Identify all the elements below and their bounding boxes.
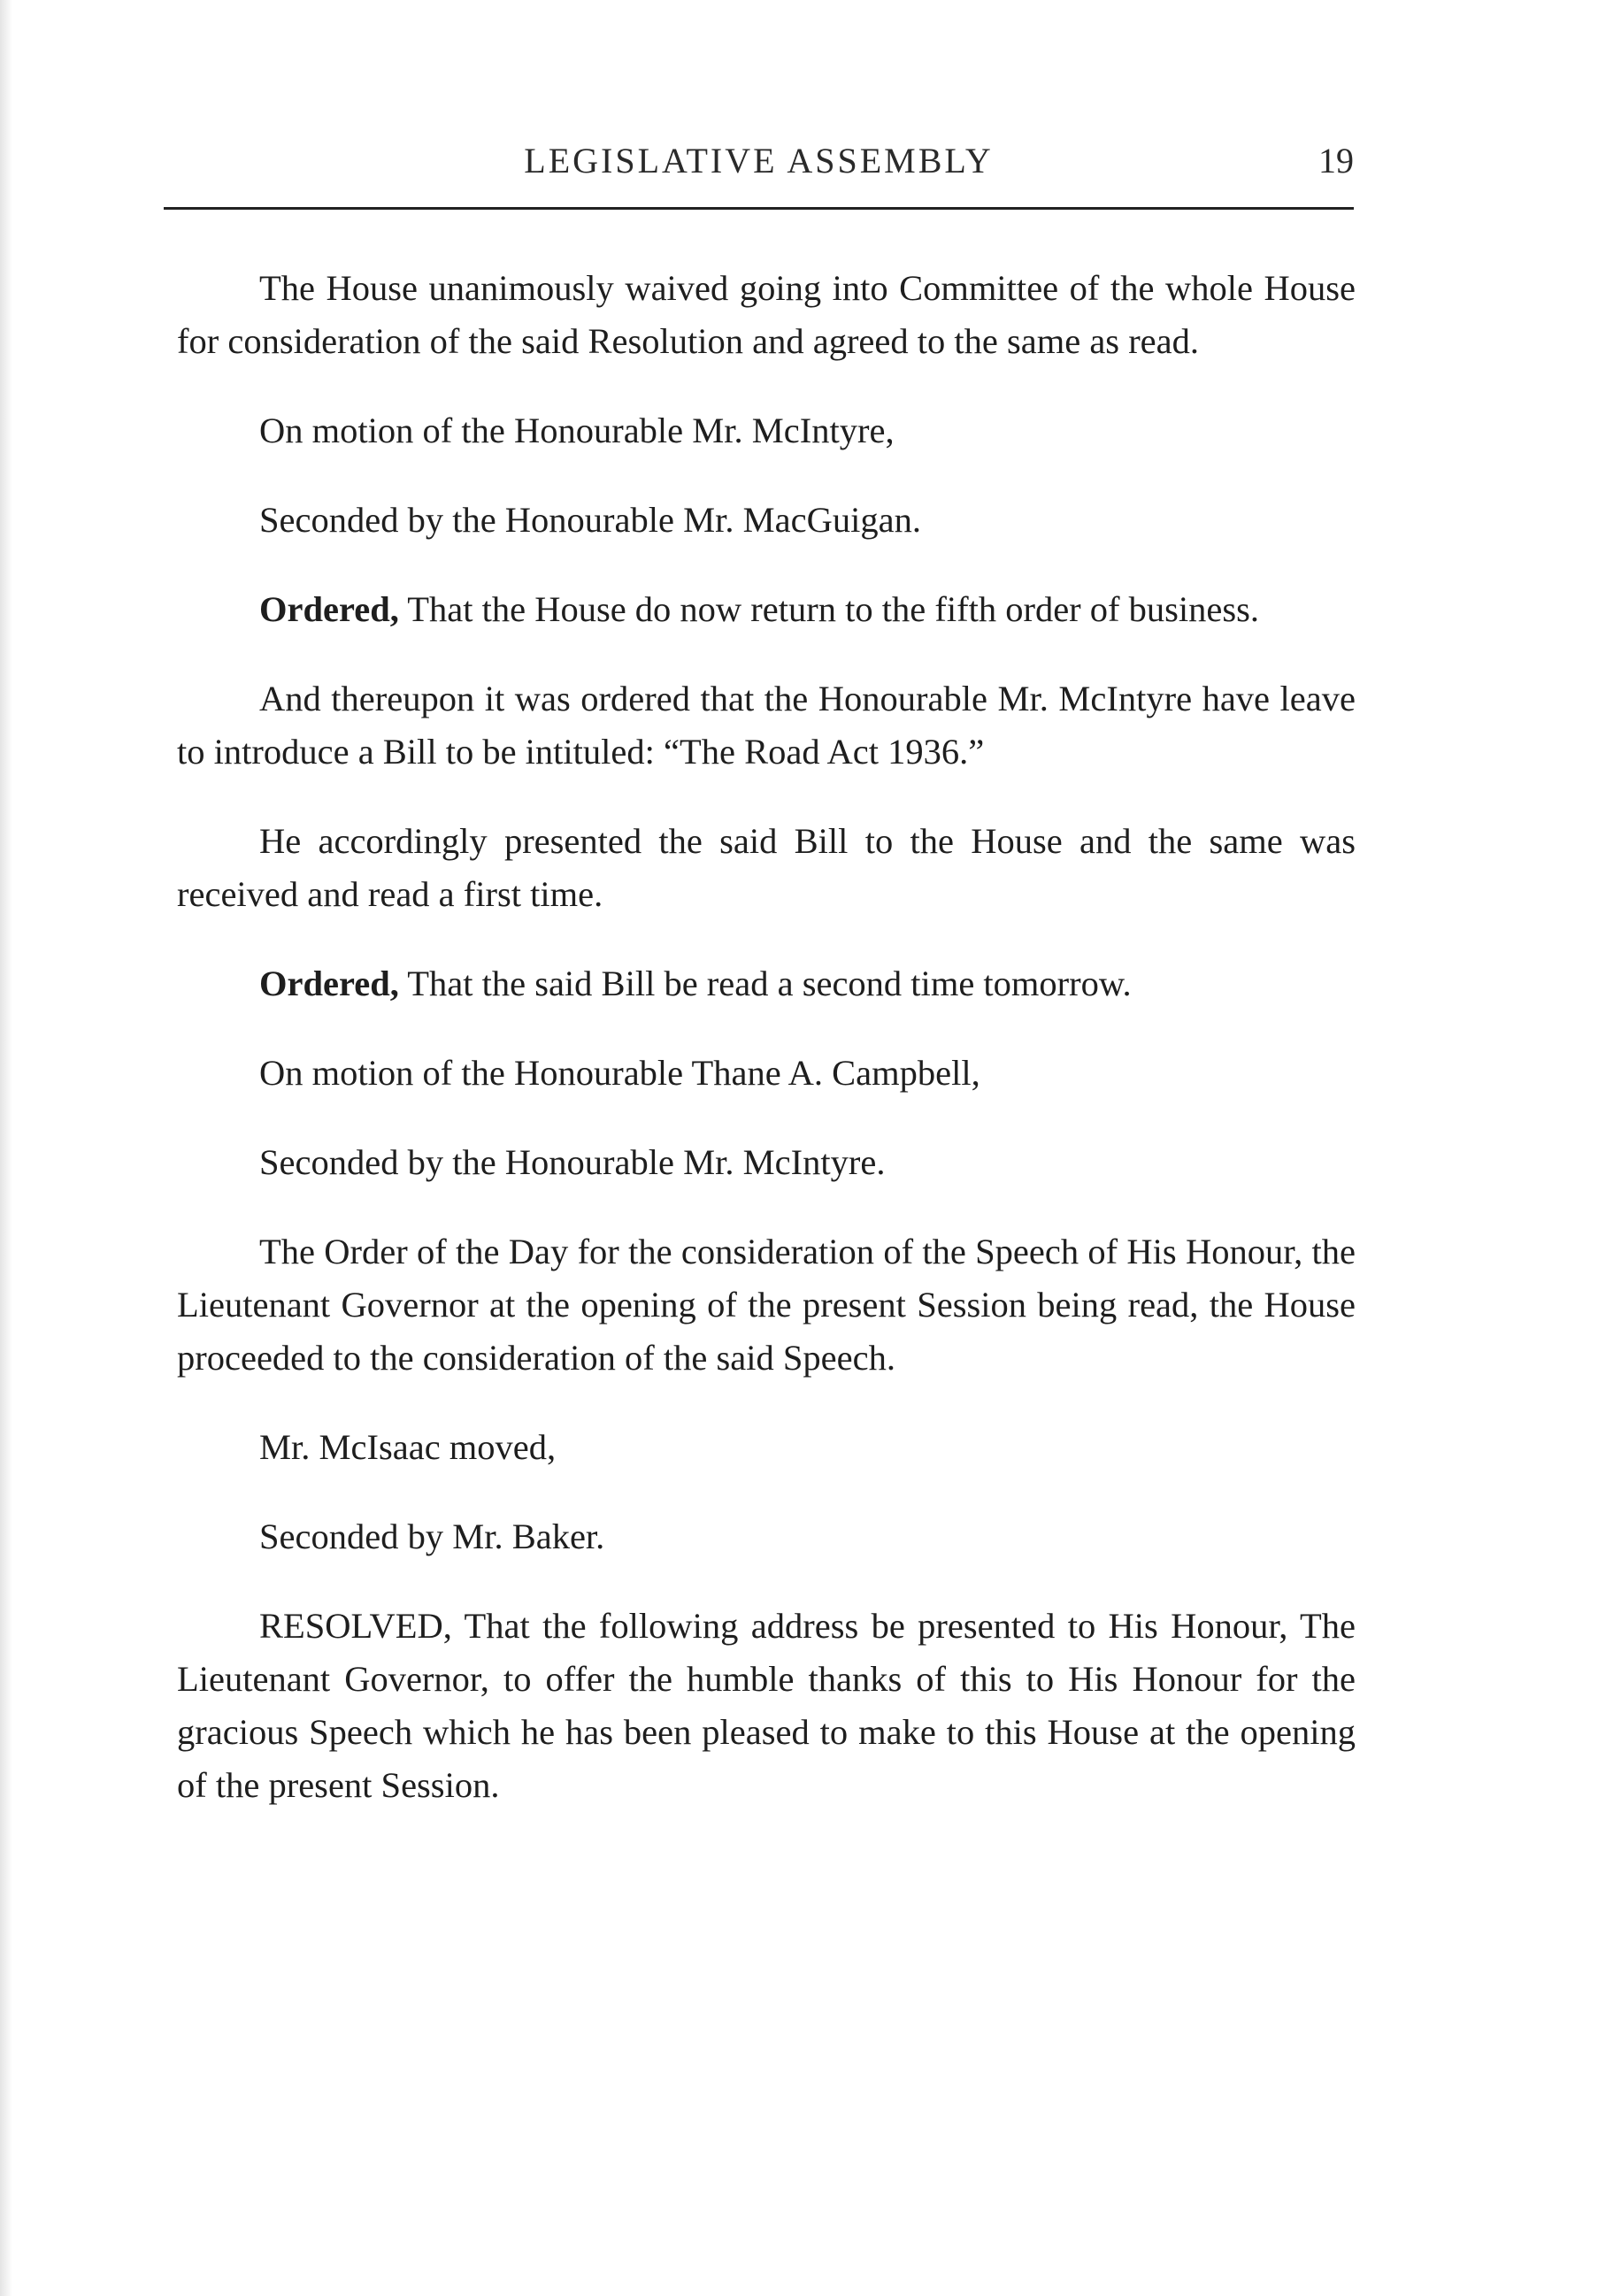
paragraph-first-reading: He accordingly presented the said Bill to the House and the same was received and read a first time.	[177, 821, 1356, 914]
paragraph-seconded-baker: Seconded by Mr. Baker.	[259, 1517, 605, 1556]
page-edge-shadow	[0, 0, 12, 2296]
page-number: 19	[1318, 141, 1354, 180]
paragraph-committee-waived: The House unanimously waived going into Committee of the whole House for consideration of the said Resolution and agreed to the same as read.	[177, 268, 1356, 361]
page-body	[177, 262, 1356, 1812]
paragraph-motion-mcintyre: On motion of the Honourable Mr. McIntyre,	[259, 411, 895, 450]
paragraph-seconded-macguigan: Seconded by the Honourable Mr. MacGuigan.	[259, 500, 921, 540]
paragraph-resolved-address: RESOLVED, That the following address be presented to His Honour, The Lieutenant Governor, to offer the humble thanks of this to His Honour for the gracious Speech which he has been pleased to make to this House at the opening of the present Session.	[177, 1606, 1356, 1805]
paragraph-mcisaac-moved: Mr. McIsaac moved,	[259, 1427, 557, 1467]
paragraph-ordered-second-reading: Ordered, That the said Bill be read a second time tomorrow.	[259, 964, 1132, 1003]
paragraph-seconded-mcintyre: Seconded by the Honourable Mr. McIntyre.	[259, 1142, 886, 1182]
page-header	[164, 140, 1354, 202]
paragraph-motion-campbell: On motion of the Honourable Thane A. Campbell,	[259, 1053, 980, 1093]
paragraph-road-act-bill: And thereupon it was ordered that the Honourable Mr. McIntyre have leave to introduce a Bill to be intituled: “The Road Act 1936.”	[177, 679, 1356, 772]
header-rule	[164, 207, 1354, 210]
paragraph-ordered-fifth-order: Ordered, That the House do now return to the fifth order of business.	[259, 589, 1260, 629]
paragraph-order-of-day-speech: The Order of the Day for the consideration of the Speech of His Honour, the Lieutenant Governor at the opening of the present Session being read, the House proceeded to the consideration of the said Speech.	[177, 1232, 1356, 1378]
running-head: LEGISLATIVE ASSEMBLY	[524, 141, 994, 180]
